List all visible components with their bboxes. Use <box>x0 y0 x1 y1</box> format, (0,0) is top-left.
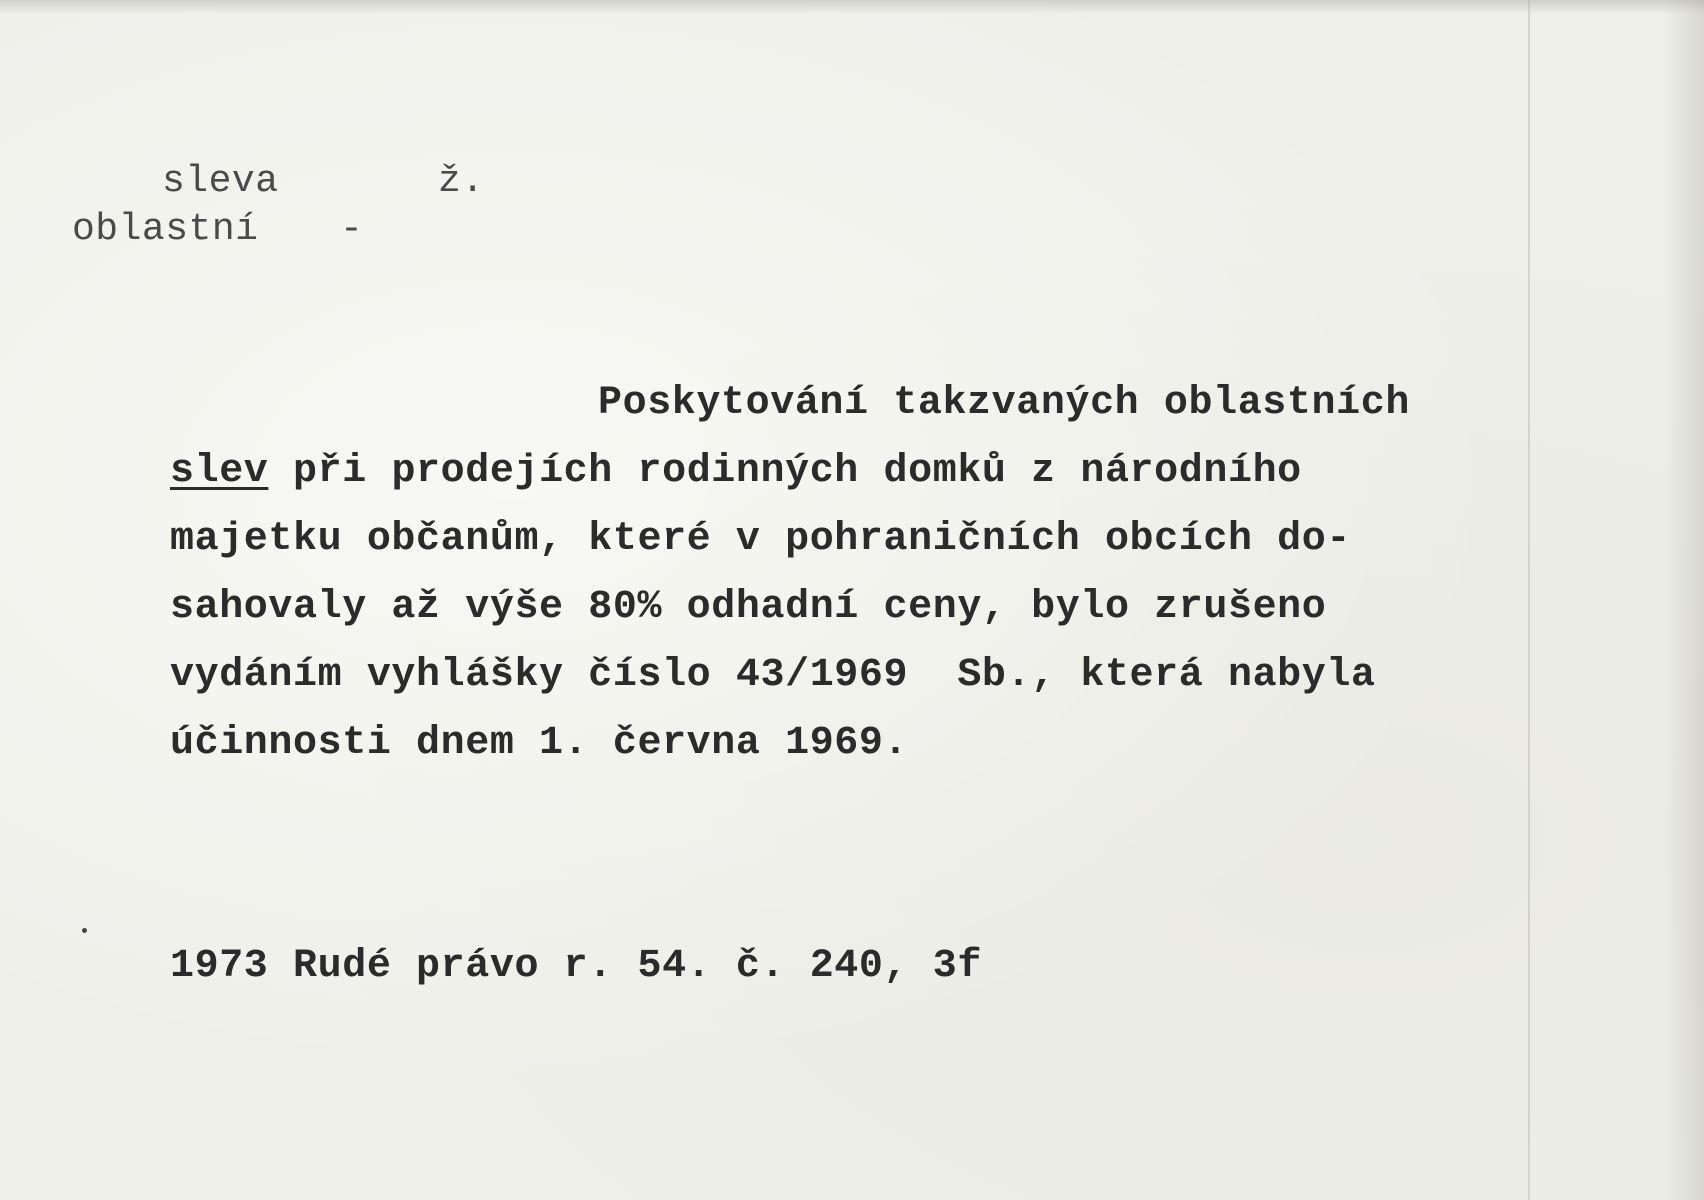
keyword-sleva: sleva <box>162 160 279 203</box>
body-line-2-rest: při prodejích rodinných domků z národního <box>268 449 1302 494</box>
underlined-word-slev: slev <box>170 449 269 494</box>
body-line-6: účinnosti dnem 1. června 1969. <box>170 721 909 766</box>
ink-speck <box>82 928 87 933</box>
keyword-mark: ž. <box>438 160 485 203</box>
body-paragraph <box>170 370 1680 778</box>
body-line-2 <box>170 438 1680 506</box>
keyword-dash: - <box>340 208 364 251</box>
body-line-3: majetku občanům, které v pohraničních obcích do- <box>170 517 1351 562</box>
source-citation: 1973 Rudé právo r. 54. č. 240, 3f <box>170 944 982 989</box>
card-top-edge <box>0 0 1704 14</box>
body-line-5: vydáním vyhlášky číslo 43/1969 Sb., která nabyla <box>170 653 1376 698</box>
keyword-oblastni: oblastní <box>72 208 259 251</box>
body-line-4: sahovaly až výše 80% odhadní ceny, bylo zrušeno <box>170 585 1327 630</box>
body-line-1: Poskytování takzvaných oblastních <box>598 381 1410 426</box>
